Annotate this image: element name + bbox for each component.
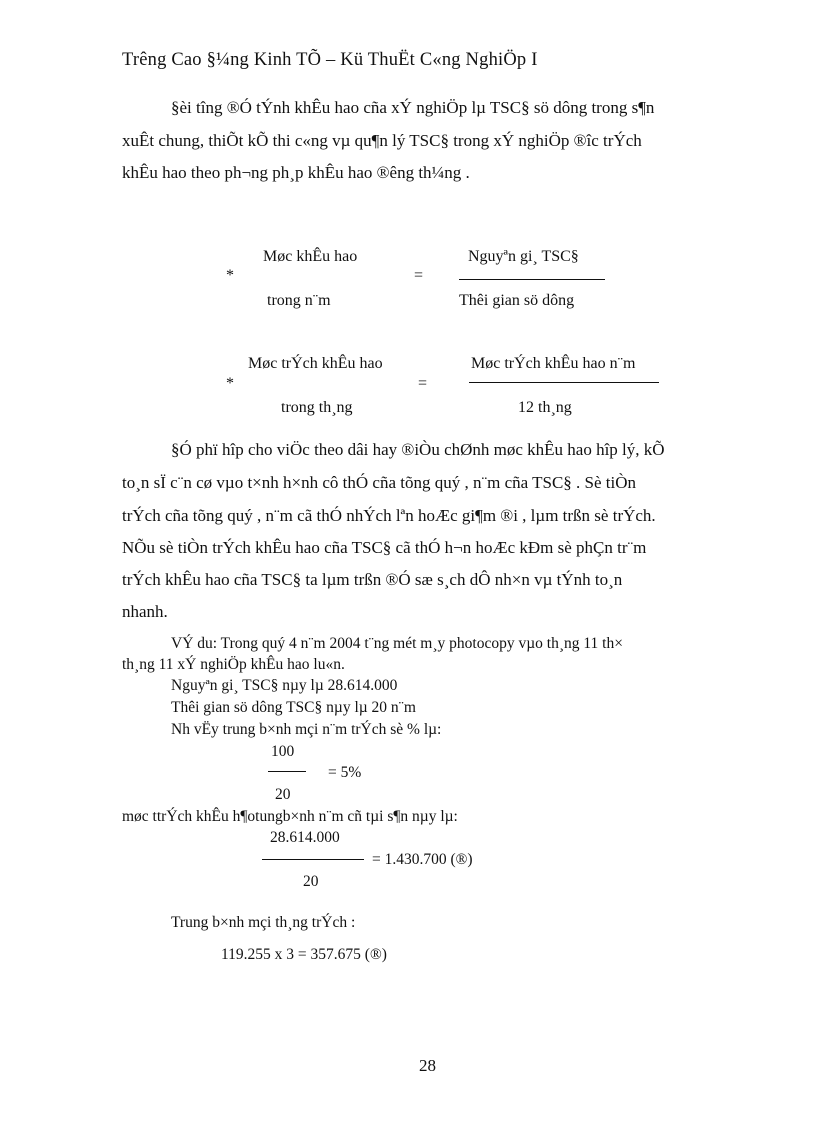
formula-numerator: Nguyªn gi¸ TSC§ xyxy=(468,248,579,265)
example-line: VÝ du: Trong quý 4 n¨m 2004 t¨ng mét m¸y photocopy vµo th¸ng 11 th× xyxy=(171,635,623,652)
paragraph-line: xuÊt chung, thiÕt kÕ thi c«ng vµ qu¶n lý TSC§ trong xÝ nghiÖp ®îc trÝch xyxy=(122,131,642,150)
paragraph-line: §Ó phï hîp cho viÖc theo dâi hay ®iÒu chØnh møc khÊu hao hîp lý, kÕ xyxy=(171,440,665,459)
formula-equals: = xyxy=(414,267,424,284)
monthly-calculation: 119.255 x 3 = 357.675 (®) xyxy=(221,946,387,963)
rate-intro: Nh vËy trung b×nh mçi n¨m trÝch sè % lµ: xyxy=(171,721,442,738)
paragraph-line: to¸n sÏ c¨n cø vµo t×nh h×nh cô thÓ cña tõng quý , n¨m cña TSC§ . Sè tiÒn xyxy=(122,473,637,492)
fraction-bar xyxy=(268,771,306,772)
page-number: 28 xyxy=(419,1056,436,1075)
fraction-bar xyxy=(459,279,605,280)
annual-denominator: 20 xyxy=(303,873,319,890)
rate-result: = 5% xyxy=(328,764,362,781)
monthly-label: Trung b×nh mçi th¸ng trÝch : xyxy=(171,914,356,931)
formula-bullet: * xyxy=(226,375,234,392)
formula-numerator: Møc trÝch khÊu hao n¨m xyxy=(471,355,636,372)
formula-denominator: Thêi gian sö dông xyxy=(459,292,575,309)
formula-left-top: Møc trÝch khÊu hao xyxy=(248,355,383,372)
paragraph-line: trÝch cña tõng quý , n¨m cã thÓ nhÝch lªn hoÆc gi¶m ®i , lµm trßn sè trÝch. xyxy=(122,506,656,525)
paragraph-line: khÊu hao theo ph¬ng ph¸p khÊu hao ®êng th¼ng . xyxy=(122,163,470,182)
rate-numerator: 100 xyxy=(271,743,295,760)
formula-bullet: * xyxy=(226,267,234,284)
paragraph-line: trÝch khÊu hao cña TSC§ ta lµm trßn ®Ó sæ s¸ch dÔ nh×n vµ tÝnh to¸n xyxy=(122,570,623,589)
formula-equals: = xyxy=(418,375,428,392)
formula-left-bottom: trong th¸ng xyxy=(281,399,353,416)
example-line: th¸ng 11 xÝ nghiÖp khÊu hao lu«n. xyxy=(122,656,345,673)
annual-depreciation-label: møc ttrÝch khÊu h¶otungb×nh n¨m cñ tµi s¶n nµy lµ: xyxy=(122,808,458,825)
fraction-bar xyxy=(262,859,364,860)
document-header: Trêng Cao §¼ng Kinh TÕ – Kü ThuËt C«ng NghiÖp I xyxy=(122,50,538,70)
original-cost: Nguyªn gi¸ TSC§ nµy lµ 28.614.000 xyxy=(171,677,398,694)
paragraph-line: NÕu sè tiÒn trÝch khÊu hao cña TSC§ cã thÓ h¬n hoÆc kÐm sè phÇn tr¨m xyxy=(122,538,647,557)
paragraph-line: §èi tîng ®Ó tÝnh khÊu hao cña xÝ nghiÖp lµ TSC§ sö dông trong s¶n xyxy=(171,98,655,117)
useful-life: Thêi gian sö dông TSC§ nµy lµ 20 n¨m xyxy=(171,699,416,716)
formula-left-top: Møc khÊu hao xyxy=(263,248,358,265)
rate-denominator: 20 xyxy=(275,786,291,803)
annual-result: = 1.430.700 (®) xyxy=(372,851,473,868)
annual-numerator: 28.614.000 xyxy=(270,829,340,846)
fraction-bar xyxy=(469,382,659,383)
formula-left-bottom: trong n¨m xyxy=(267,292,331,309)
formula-denominator: 12 th¸ng xyxy=(518,399,572,416)
paragraph-line: nhanh. xyxy=(122,602,168,621)
